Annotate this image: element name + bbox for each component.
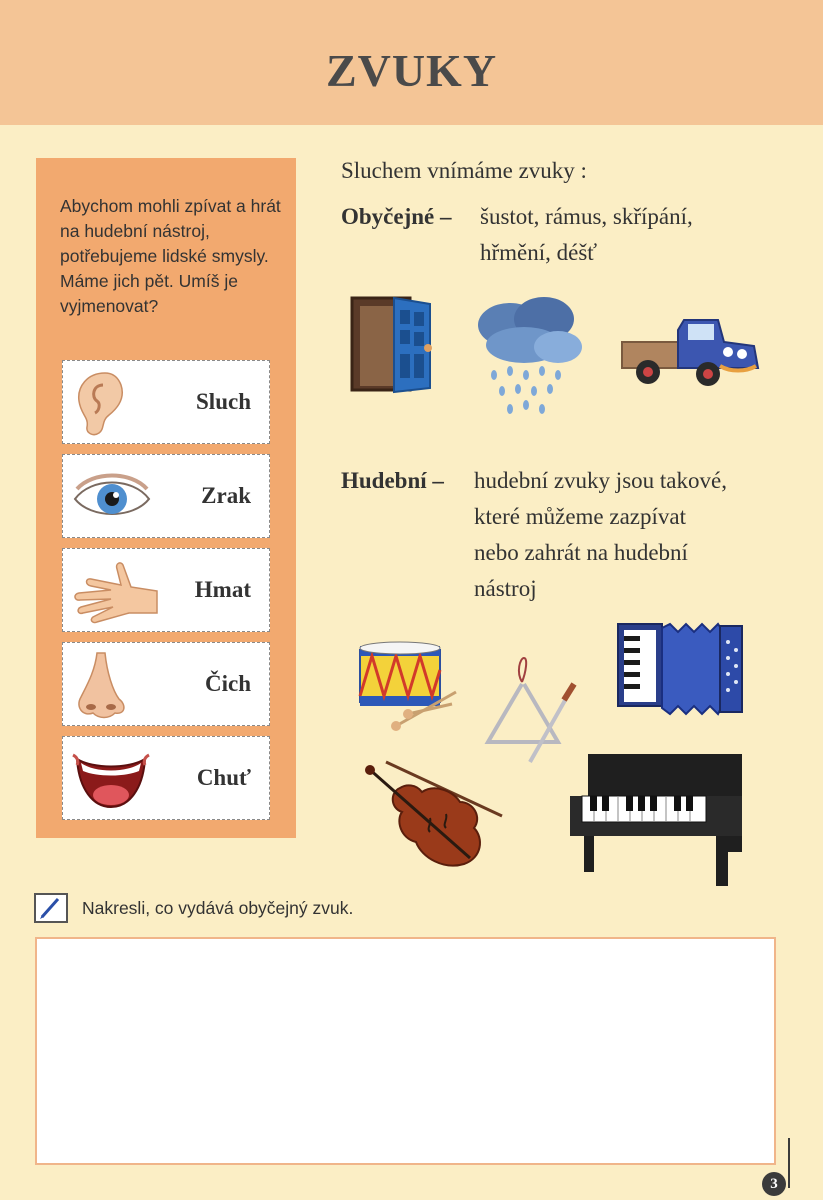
ordinary-line-1: šustot, rámus, skřípání, (480, 204, 693, 229)
page-title: ZVUKY (325, 45, 498, 96)
sense-card-cich (62, 642, 270, 726)
pencil-icon (34, 893, 68, 923)
truck-icon (620, 316, 760, 390)
musical-line-4: nástroj (474, 576, 537, 601)
page-number: 3 (762, 1172, 786, 1196)
sounds-intro: Sluchem vnímáme zvuky : (341, 158, 587, 183)
sense-label: Chuť (196, 765, 251, 790)
musical-line-3: nebo zahrát na hudební (474, 540, 688, 565)
sense-label: Zrak (201, 483, 251, 508)
accordion-icon (616, 622, 746, 718)
sense-card-zrak (62, 454, 270, 538)
sense-label: Sluch (196, 389, 251, 414)
drawing-area[interactable] (35, 937, 776, 1165)
ordinary-line-2: hřmění, déšť (480, 240, 598, 265)
ordinary-term: Obyčejné – (341, 204, 452, 229)
page-header (0, 0, 823, 125)
violin-icon (360, 758, 506, 874)
mouth-icon (71, 745, 151, 815)
page-number-stem (788, 1138, 790, 1188)
door-icon (350, 296, 434, 394)
task-instruction: Nakresli, co vydává obyčejný zvuk. (82, 898, 354, 918)
rain-cloud-icon (474, 293, 584, 427)
eye-icon (71, 463, 153, 533)
musical-line-1: hudební zvuky jsou takové, (474, 468, 727, 493)
piano-icon (566, 752, 746, 888)
sense-card-sluch (62, 360, 270, 444)
drum-icon (356, 640, 460, 732)
ear-icon (71, 369, 135, 439)
triangle-icon (484, 654, 580, 766)
senses-panel (36, 158, 296, 838)
senses-intro: Abychom mohli zpívat a hrát na hudební nástroj, potřebujeme lidské smysly. Máme jich pět. Umíš je vyjmenovat? (60, 196, 281, 316)
sense-card-hmat (62, 548, 270, 632)
sense-label: Čich (205, 671, 251, 696)
musical-line-2: které můžeme zazpívat (474, 504, 686, 529)
sense-label: Hmat (194, 577, 251, 602)
nose-icon (71, 651, 131, 721)
musical-term: Hudební – (341, 468, 444, 493)
hand-icon (71, 557, 161, 627)
sense-card-chut (62, 736, 270, 820)
